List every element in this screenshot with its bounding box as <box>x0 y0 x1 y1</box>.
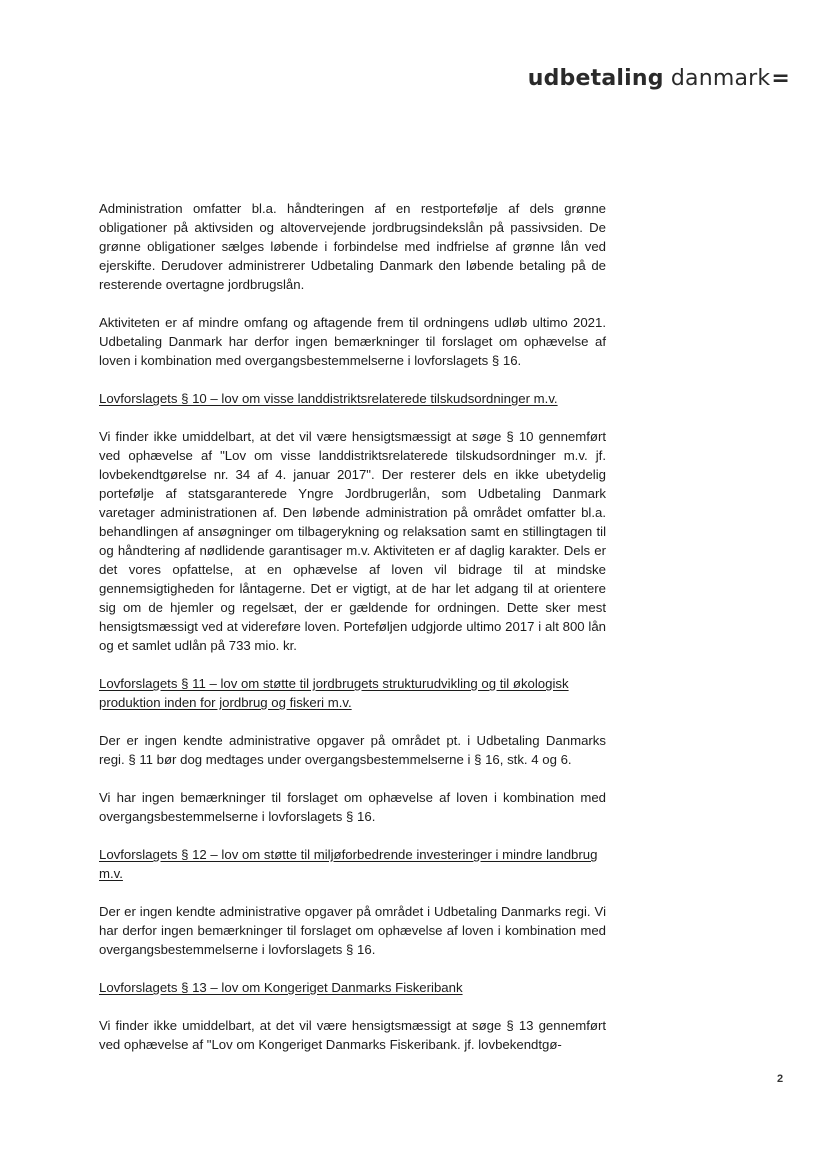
logo-word-udbetaling: udbetaling <box>527 66 664 91</box>
document-body <box>99 199 606 1073</box>
paragraph-section-12: Der er ingen kendte administrative opgaver på området i Udbetaling Danmarks regi. Vi har derfor ingen bemærkninger til forslaget om ophævelse af loven i kombination med overgangsbestemmelserne i lovforslagets § 16. <box>99 904 606 957</box>
paragraph-section-10: Vi finder ikke umiddelbart, at det vil være hensigtsmæssigt at søge § 10 gennemført ved ophævelse af "Lov om visse landdistriktsrelaterede tilskudsordninger m.v. jf. lovbekendtgørelse nr. 34 af 4. januar 2017". Der resterer dels en ikke ubetydelig portefølje af statsgaranterede Yngre Jordbrugerlån, som Udbetaling Danmark varetager administrationen af. Den løbende administration på området omfatter bl.a. behandlingen af ansøgninger om tilbagerykning og relaksation samt en stillingtagen til og håndtering af nødlidende garantisager m.v. Aktiviteten er af daglig karakter. Dels er det vores opfattelse, at en ophævelse af loven vil bidrage til at mindske gennemsigtigheden for låntagerne. Det er vigtigt, at de har let adgang til at orientere sig om de hjemler og regelsæt, der er gældende for ordningen. Dette sker mest hensigtsmæssigt ved at videreføre loven. Porteføljen udgjorde ultimo 2017 i alt 800 lån og et samlet udlån på 733 mio. kr. <box>99 429 606 653</box>
paragraph-section-11-a: Der er ingen kendte administrative opgaver på området pt. i Udbetaling Danmarks regi. § 11 bør dog medtages under overgangsbestemmelserne i § 16, stk. 4 og 6. <box>99 733 606 767</box>
section-heading-12: Lovforslagets § 12 – lov om støtte til miljøforbedrende investeringer i mindre landbrug m.v. <box>99 847 598 881</box>
udbetaling-danmark-logo <box>528 66 790 91</box>
paragraph-administration: Administration omfatter bl.a. håndteringen af en restportefølje af dels grønne obligationer på aktivsiden og altovervejende jordbrugsindekslån på passivsiden. De grønne obligationer sælges løbende i forbindelse med indfrielse af grønne lån ved ejerskifte. Derudover administrerer Udbetaling Danmark den løbende betaling på de resterende overtagne jordbrugslån. <box>99 201 606 292</box>
logo-word-danmark: danmark <box>670 66 771 91</box>
paragraph-section-13: Vi finder ikke umiddelbart, at det vil være hensigtsmæssigt at søge § 13 gennemført ved ophævelse af "Lov om Kongeriget Danmarks Fiskeribank. jf. lovbekendtgø- <box>99 1018 606 1052</box>
page-number: 2 <box>777 1073 784 1085</box>
section-heading-13: Lovforslagets § 13 – lov om Kongeriget Danmarks Fiskeribank <box>99 980 463 995</box>
logo-equals-mark: = <box>771 66 790 91</box>
section-heading-10: Lovforslagets § 10 – lov om visse landdistriktsrelaterede tilskudsordninger m.v. <box>99 391 558 406</box>
paragraph-section-11-b: Vi har ingen bemærkninger til forslaget om ophævelse af loven i kombination med overgangsbestemmelserne i lovforslagets § 16. <box>99 790 606 824</box>
paragraph-aktiviteten: Aktiviteten er af mindre omfang og aftagende frem til ordningens udløb ultimo 2021. Udbetaling Danmark har derfor ingen bemærkninger til forslaget om ophævelse af loven i kombination med overgangsbestemmelserne i lovforslagets § 16. <box>99 315 606 368</box>
section-heading-11: Lovforslagets § 11 – lov om støtte til jordbrugets strukturudvikling og til økologisk produktion inden for jordbrug og fiskeri m.v. <box>99 676 569 710</box>
